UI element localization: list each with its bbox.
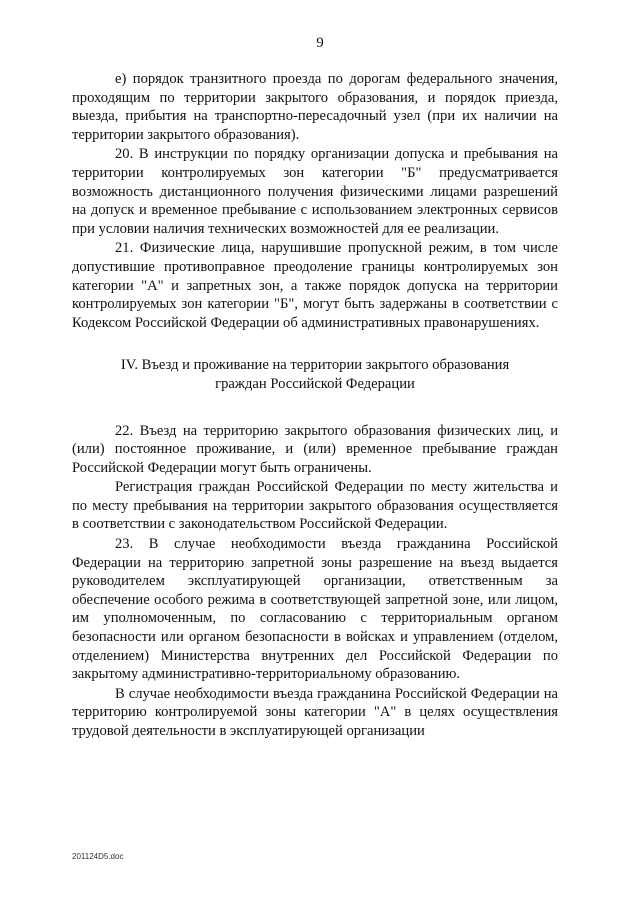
- footer-filename: 201124D5.doc: [72, 852, 124, 861]
- paragraph-21: 21. Физические лица, нарушившие пропускной режим, в том числе допустившие противоправное преодоление границы контролируемых зон категории "А" и запретных зон, а также порядок допуска на территории контролируемых зон категории "Б", могут быть задержаны в соответствии с Кодексом Российской Федерации об административных правонарушениях.: [72, 240, 558, 331]
- paragraph-category-a: В случае необходимости въезда гражданина Российской Федерации на территорию контролируемой зоны категории "А" в целях осуществления трудовой деятельности в эксплуатирующей организации: [72, 685, 558, 739]
- section-heading-line-2: граждан Российской Федерации: [215, 375, 415, 392]
- section-heading: [72, 356, 558, 393]
- paragraph-23: 23. В случае необходимости въезда гражданина Российской Федерации на территорию запретной зоны разрешение на въезд выдается руководителем эксплуатирующей организации, ответственным за обеспечение особого режима в соответствующей запретной зоне, или лицом, им уполномоченным, по согласованию с территориальным органом безопасности или органом безопасности в войсках и управлением (отделом, отделением) Министерства внутренних дел Российской Федерации по закрытому административно-территориальному образованию.: [72, 536, 558, 683]
- document-body: [72, 70, 558, 741]
- paragraph-registration: Регистрация граждан Российской Федерации по месту жительства и по месту пребывания на территории закрытого образования осуществляется в соответствии с законодательством Российской Федерации.: [72, 479, 558, 533]
- paragraph-item-e: е) порядок транзитного проезда по дорогам федерального значения, проходящим по территории закрытого образования, и порядок приезда, выезда, прибытия на транспортно-пересадочный узел (при их наличии на территории закрытого образования).: [72, 71, 558, 143]
- paragraph-22: 22. Въезд на территорию закрытого образования физических лиц, и (или) постоянное проживание, и (или) временное пребывание граждан Российской Федерации могут быть ограничены.: [72, 422, 558, 476]
- page-number: 9: [316, 35, 324, 51]
- paragraph-20: 20. В инструкции по порядку организации допуска и пребывания на территории контролируемых зон категории "Б" предусматривается возможность дистанционного получения физическими лицами разрешений на допуск и временное пребывание с использованием электронных сервисов при условии наличия технических возможностей для ее реализации.: [72, 146, 558, 237]
- section-heading-line-1: IV. Въезд и проживание на территории закрытого образования: [120, 357, 510, 374]
